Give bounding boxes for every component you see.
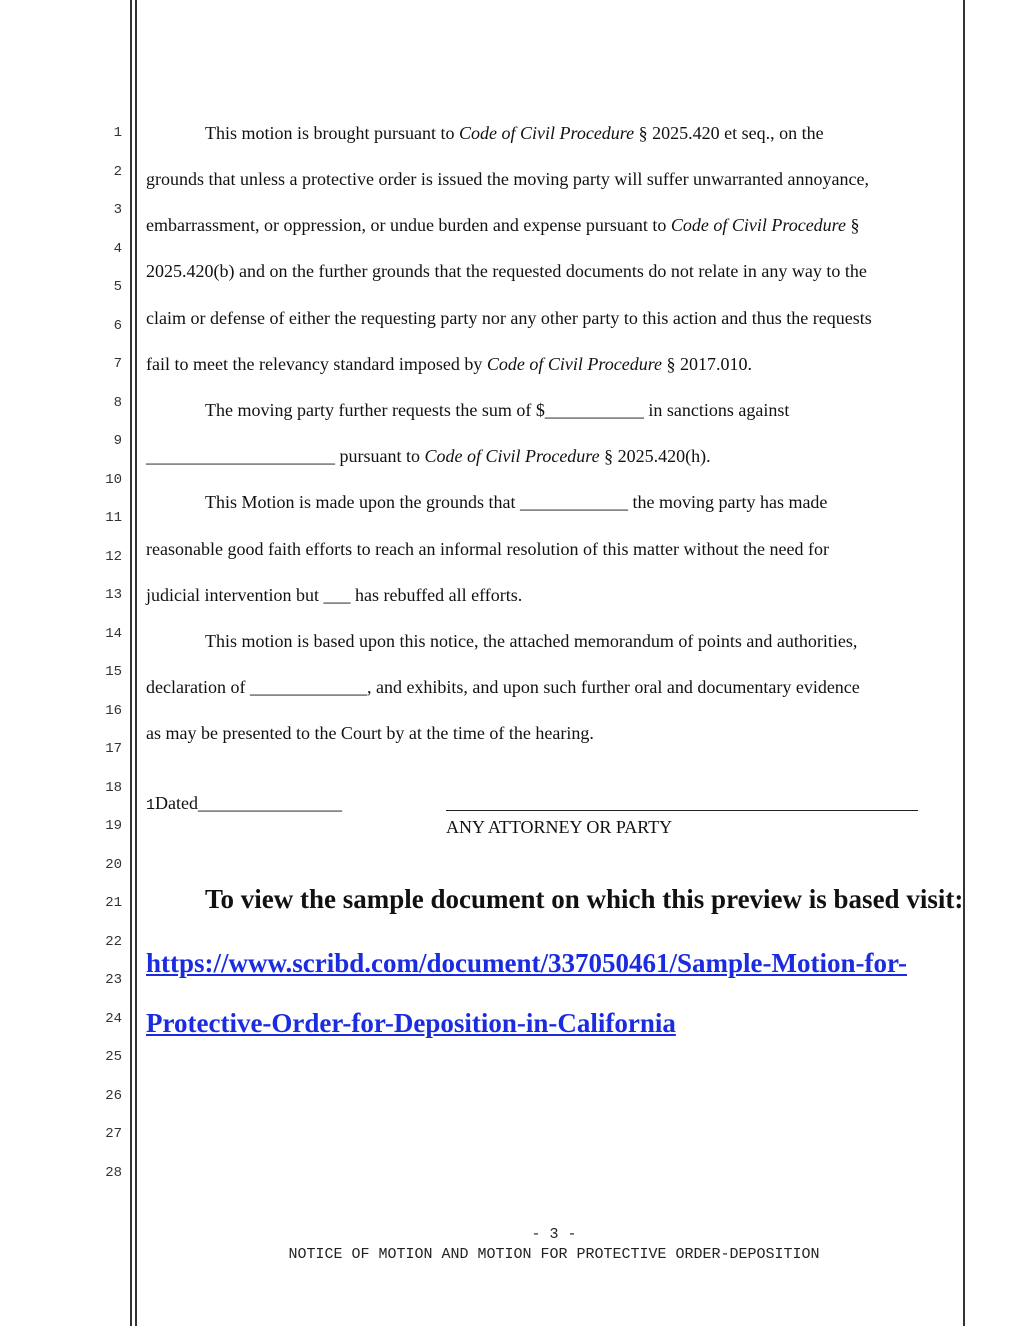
signature-line [446, 810, 918, 811]
preview-notice: To view the sample document on which this preview is based visit: [205, 884, 964, 914]
margin-rule-right [963, 0, 965, 1326]
line-number: 3 [113, 202, 122, 218]
line-number: 28 [105, 1164, 122, 1181]
p4-line-1: This motion is based upon this notice, the attached memorandum of points and authorities, [205, 631, 858, 651]
line-number: 23 [105, 972, 122, 988]
p1-line-1: This motion is brought pursuant to Code of Civil Procedure § 2025.420 et seq., on the [205, 123, 824, 143]
p2-line-1: The moving party further requests the sum of $___________ in sanctions against [205, 400, 790, 420]
p4-line-3: as may be presented to the Court by at the time of the hearing. [146, 723, 594, 743]
line-number: 14 [105, 625, 122, 642]
p2-line-2: _____________________ pursuant to Code of Civil Procedure § 2025.420(h). [146, 446, 711, 466]
line-number: 24 [105, 1010, 122, 1027]
line-number: 25 [105, 1049, 122, 1065]
p1-line-6: fail to meet the relevancy standard imposed by Code of Civil Procedure § 2017.010. [146, 354, 753, 374]
footer-title: NOTICE OF MOTION AND MOTION FOR PROTECTIVE ORDER-DEPOSITION [288, 1246, 820, 1263]
line-number: 8 [113, 394, 122, 411]
page-number: - 3 - [531, 1226, 577, 1243]
p4-line-2: declaration of _____________, and exhibits, and upon such further oral and documentary evidence [146, 677, 860, 697]
line-number: 17 [105, 741, 122, 757]
line-number: 19 [105, 818, 122, 834]
line-number: 11 [105, 510, 122, 526]
p1-line-2: grounds that unless a protective order is issued the moving party will suffer unwarranted annoyance, [146, 169, 869, 189]
p1-line-4: 2025.420(b) and on the further grounds that the requested documents do not relate in any way to the [146, 261, 867, 281]
line-number: 21 [105, 895, 122, 911]
preview-link-line-1[interactable]: https://www.scribd.com/document/337050461/Sample-Motion-for- [146, 948, 907, 978]
line-number: 22 [105, 933, 122, 950]
line-number: 10 [105, 471, 122, 488]
line-number: 4 [113, 240, 122, 257]
line-number: 18 [105, 779, 122, 796]
margin-rule-left-outer [130, 0, 132, 1326]
preview-link[interactable] [146, 948, 907, 979]
line-number: 26 [105, 1087, 122, 1104]
line-number: 20 [105, 856, 122, 873]
dated-line: 1Dated________________ [146, 793, 342, 814]
line-number: 1 [113, 125, 122, 141]
line-number: 27 [105, 1126, 122, 1142]
p1-line-5: claim or defense of either the requesting party nor any other party to this action and thus the requests [146, 308, 872, 328]
p3-line-3: judicial intervention but ___ has rebuffed all efforts. [146, 585, 523, 605]
p1-line-3: embarrassment, or oppression, or undue burden and expense pursuant to Code of Civil Procedure § [146, 215, 860, 235]
preview-link-cont[interactable] [146, 1008, 676, 1039]
line-number: 5 [113, 279, 122, 295]
line-number: 13 [105, 587, 122, 603]
signer-name: ANY ATTORNEY OR PARTY [446, 817, 673, 837]
line-number: 2 [113, 163, 122, 180]
margin-rule-left-inner [135, 0, 137, 1326]
preview-link-line-2[interactable]: Protective-Order-for-Deposition-in-California [146, 1008, 676, 1038]
line-number: 9 [113, 433, 122, 449]
line-number: 7 [113, 356, 122, 372]
line-number: 15 [105, 664, 122, 680]
p3-line-2: reasonable good faith efforts to reach an informal resolution of this matter without the need for [146, 539, 829, 559]
line-number: 12 [105, 548, 122, 565]
line-number: 6 [113, 317, 122, 334]
p3-line-1: This Motion is made upon the grounds that ____________ the moving party has made [205, 492, 828, 512]
line-number: 16 [105, 702, 122, 719]
